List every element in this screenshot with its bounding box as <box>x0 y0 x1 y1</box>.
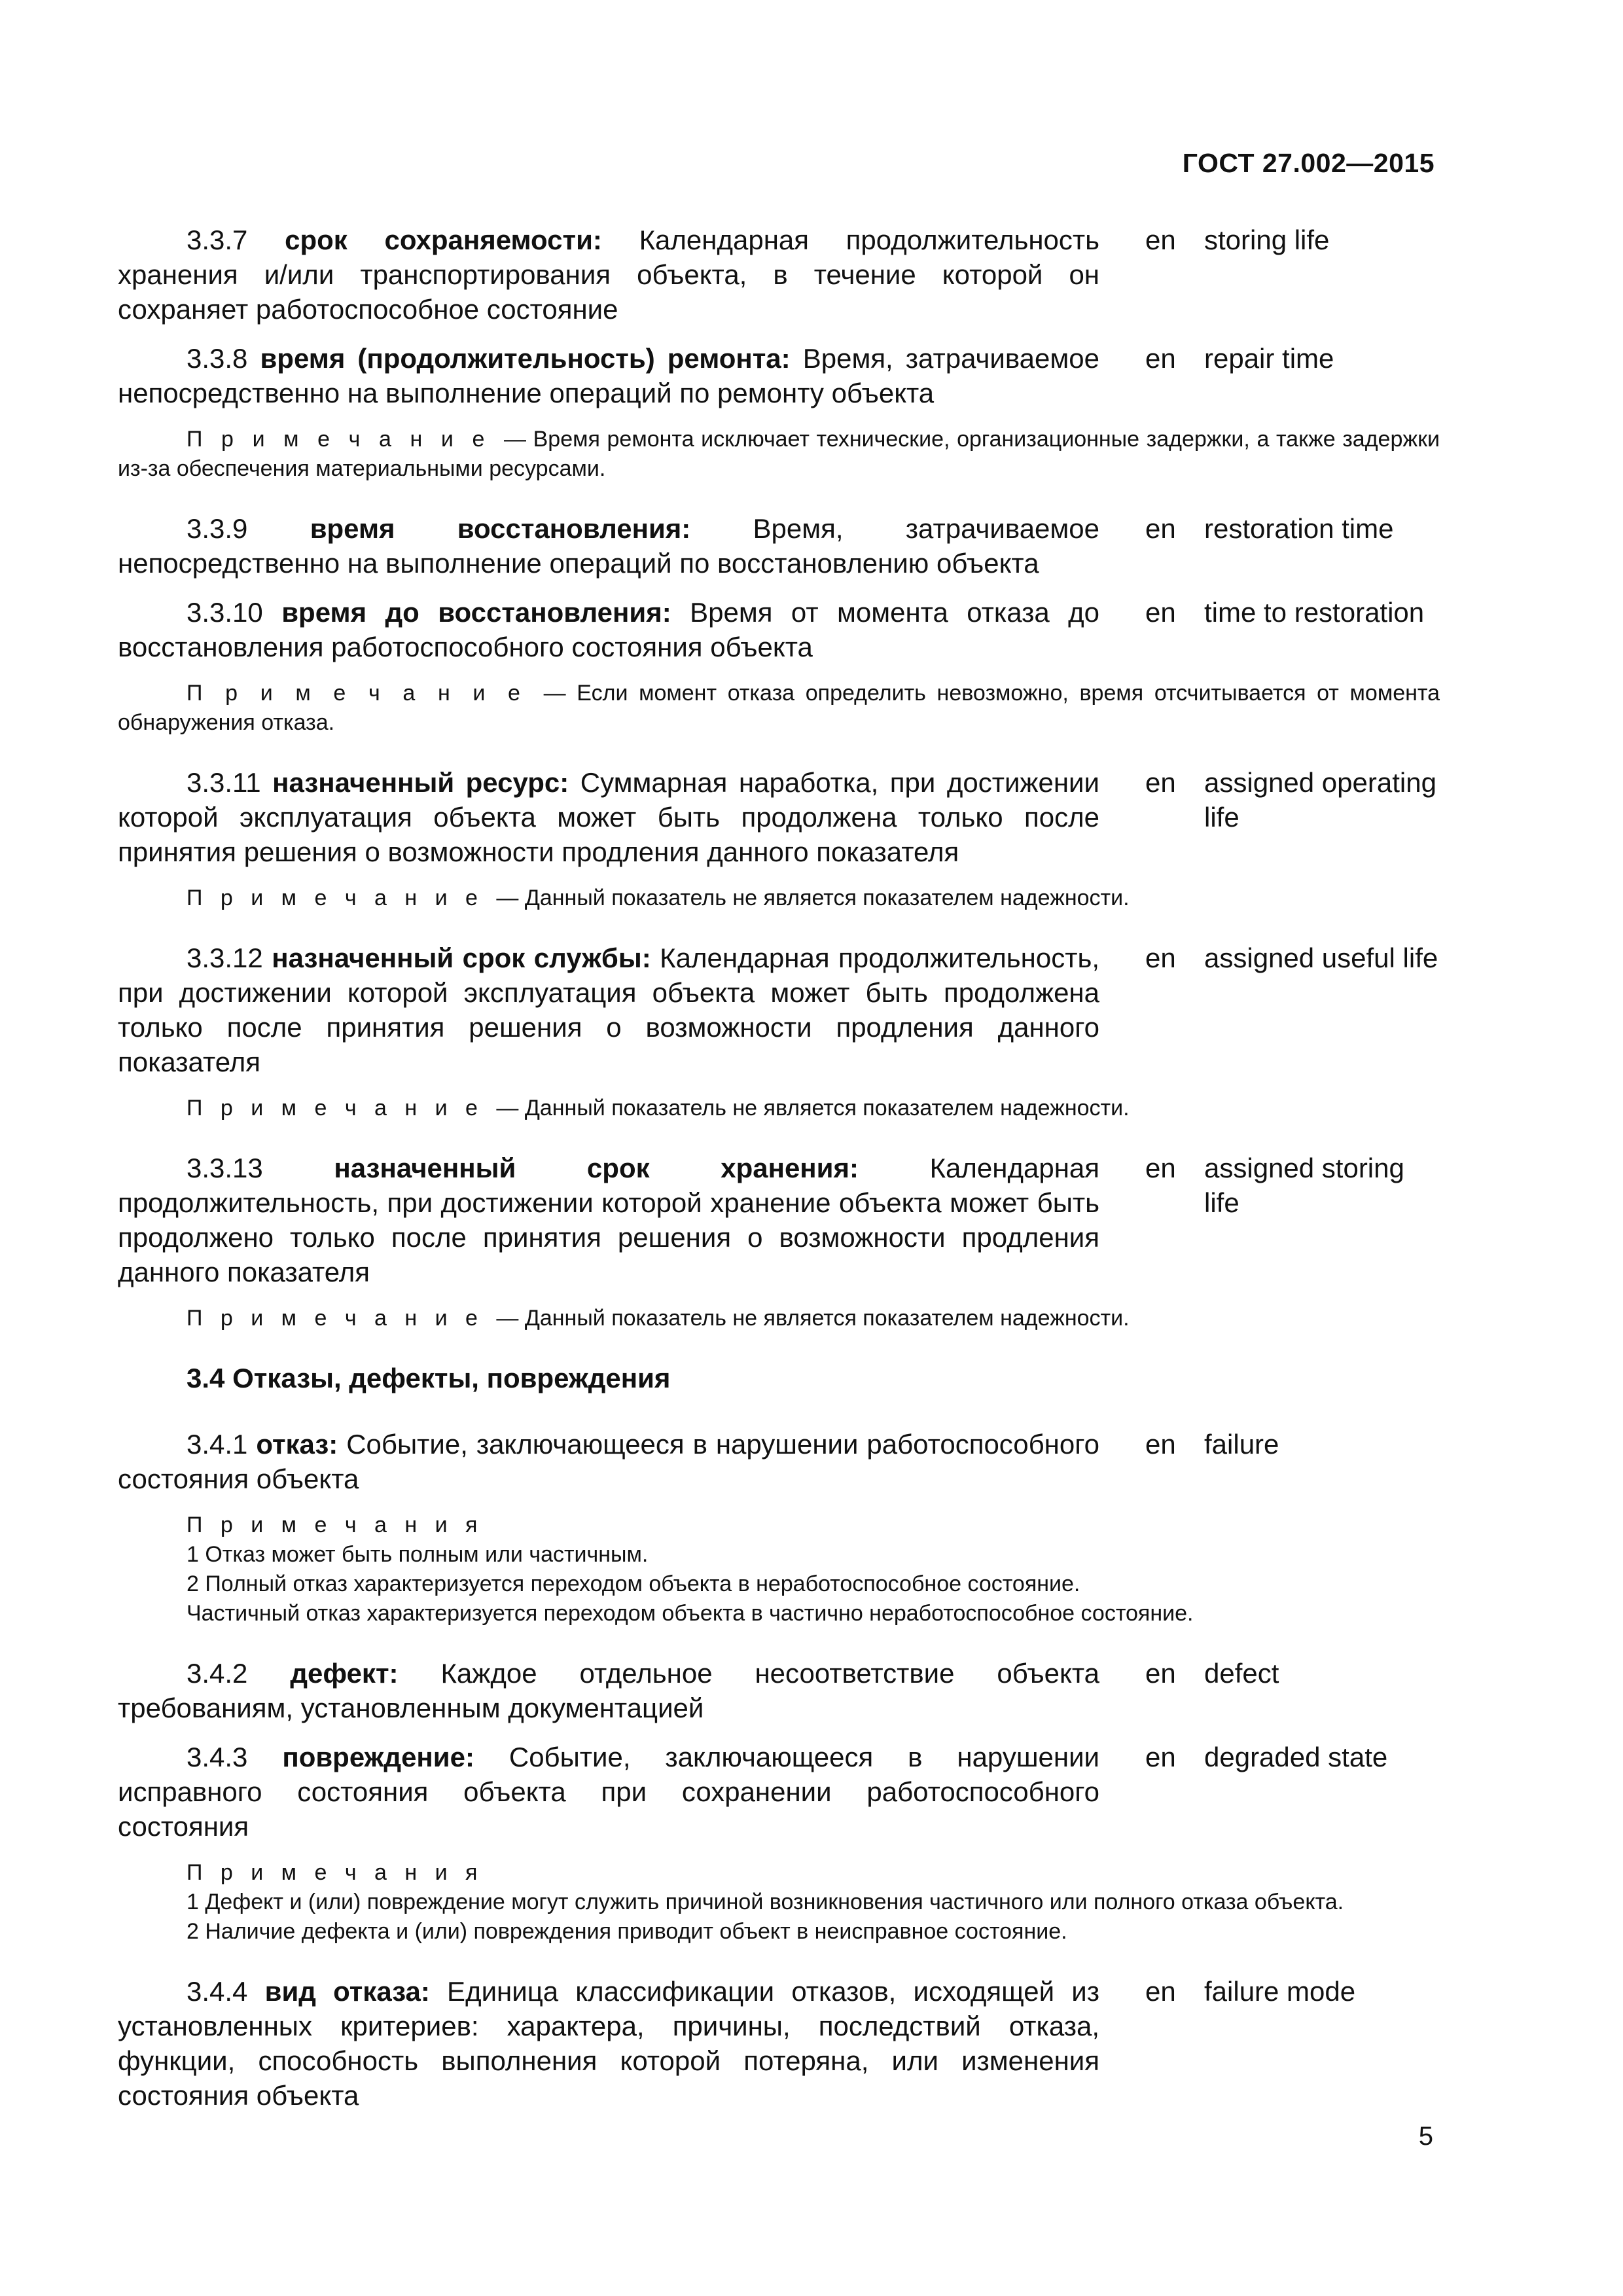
definition-text: Время от момента отказа до восстановления работоспособного состояния объекта <box>118 597 1099 662</box>
english-equivalent: restoration time <box>1204 513 1394 544</box>
term-number: 3.4.2 <box>187 1658 248 1689</box>
note-text: — Данный показатель не является показателем надежности. <box>490 1096 1130 1121</box>
term-name: назначенный ресурс: <box>272 767 569 798</box>
term-entry <box>118 765 1440 869</box>
note-label: П р и м е ч а н и е <box>187 886 484 910</box>
term-definition <box>118 1656 1099 1725</box>
term-number: 3.3.10 <box>187 597 263 628</box>
note-text: — Если момент отказа определить невозможно, время отсчитывается от момента обнаружения отказа. <box>118 681 1440 735</box>
term-name: повреждение: <box>282 1742 474 1772</box>
definition-text: Время, затрачиваемое непосредственно на выполнение операций по ремонту объекта <box>118 343 1099 408</box>
term-entry <box>118 1151 1440 1289</box>
definition-text: Событие, заключающееся в нарушении работоспособного состояния объекта <box>118 1429 1099 1494</box>
term-entry <box>118 595 1440 664</box>
term-number: 3.4.3 <box>187 1742 248 1772</box>
term-definition <box>118 1740 1099 1844</box>
english-equivalent: failure <box>1204 1429 1279 1460</box>
term-definition <box>118 595 1099 664</box>
term-definition <box>118 941 1099 1079</box>
term-number: 3.4.1 <box>187 1429 248 1460</box>
term-name: время (продолжительность) ремонта: <box>260 343 791 374</box>
term-number: 3.3.12 <box>187 942 263 973</box>
note-text: — Данный показатель не является показателем надежности. <box>490 886 1130 910</box>
note-item: 1 Дефект и (или) повреждение могут служить причиной возникновения частичного или полного отказа объекта. <box>187 1890 1344 1914</box>
term-number: 3.3.13 <box>187 1153 263 1183</box>
document-body <box>118 223 1440 2127</box>
term-note <box>118 425 1440 484</box>
lang-code: en <box>1145 343 1176 374</box>
term-definition <box>118 223 1099 327</box>
note-text: — Данный показатель не является показателем надежности. <box>490 1306 1130 1331</box>
term-definition <box>118 1974 1099 2113</box>
term-number: 3.3.9 <box>187 513 248 544</box>
lang-code: en <box>1145 767 1176 798</box>
lang-code: en <box>1145 224 1176 255</box>
term-name: время восстановления: <box>310 513 691 544</box>
english-equivalent: storing life <box>1204 224 1330 255</box>
term-notes <box>118 1511 1440 1628</box>
english-equivalent: time to restoration <box>1204 597 1425 628</box>
lang-code: en <box>1145 1742 1176 1772</box>
term-notes <box>118 1858 1440 1946</box>
lang-code: en <box>1145 1429 1176 1460</box>
note-label: П р и м е ч а н и е <box>187 681 526 706</box>
note-text: — Время ремонта исключает технические, организационные задержки, а также задержки из-за обеспечения материальными ресурсами. <box>118 427 1440 481</box>
term-name: срок сохраняемости: <box>285 224 602 255</box>
term-entry <box>118 1974 1440 2113</box>
section-number: 3.4 <box>187 1363 225 1393</box>
lang-code: en <box>1145 597 1176 628</box>
term-name: время до восстановления: <box>281 597 671 628</box>
section-name: Отказы, дефекты, повреждения <box>232 1363 671 1393</box>
term-entry <box>118 941 1440 1079</box>
lang-code: en <box>1145 513 1176 544</box>
english-equivalent: degraded state <box>1204 1742 1388 1772</box>
definition-text: Календарная продолжительность хранения и/или транспортирования объекта, в течение которой он сохраняет работоспособное состояние <box>118 224 1100 325</box>
term-note <box>118 1304 1440 1333</box>
definition-text: Событие, заключающееся в нарушении исправного состояния объекта при сохранении работоспособного состояния <box>118 1742 1099 1842</box>
note-item: 2 Наличие дефекта и (или) повреждения приводит объект в неисправное состояние. <box>187 1919 1067 1944</box>
note-label: П р и м е ч а н и е <box>187 427 491 452</box>
document-id: ГОСТ 27.002—2015 <box>1182 148 1435 178</box>
notes-label: П р и м е ч а н и я <box>187 1513 484 1537</box>
term-entry <box>118 511 1440 581</box>
term-number: 3.3.11 <box>187 767 261 798</box>
english-equivalent: assigned operating life <box>1204 767 1436 833</box>
note-item: 2 Полный отказ характеризуется переходом объекта в неработоспособное состояние. <box>187 1571 1080 1596</box>
section-title <box>118 1361 1440 1395</box>
lang-code: en <box>1145 1658 1176 1689</box>
term-entry <box>118 341 1440 410</box>
term-number: 3.3.8 <box>187 343 248 374</box>
term-entry <box>118 1656 1440 1725</box>
term-name: дефект: <box>290 1658 399 1689</box>
term-note <box>118 884 1440 913</box>
definition-text: Календарная продолжительность, при достижении которой эксплуатация объекта может быть продолжена только после принятия решения о возможности продления данного показателя <box>118 942 1100 1077</box>
english-equivalent: failure mode <box>1204 1976 1356 2007</box>
term-entry <box>118 1427 1440 1496</box>
term-name: назначенный срок службы: <box>272 942 651 973</box>
definition-text: Суммарная наработка, при достижении которой эксплуатация объекта может быть продолжена только после принятия решения о возможности продления данного показателя <box>118 767 1099 867</box>
term-definition <box>118 511 1099 581</box>
term-definition <box>118 765 1099 869</box>
notes-label: П р и м е ч а н и я <box>187 1860 484 1885</box>
term-number: 3.3.7 <box>187 224 248 255</box>
definition-text: Единица классификации отказов, исходящей из установленных критериев: характера, причины, последствий отказа, функции, способность выполнения которой потеряна, или изменения состояния объекта <box>118 1976 1099 2111</box>
note-item: Частичный отказ характеризуется переходом объекта в частично неработоспособное состояние. <box>187 1601 1194 1626</box>
definition-text: Календарная продолжительность, при достижении которой хранение объекта может быть продолжено только после принятия решения о возможности продления данного показателя <box>118 1153 1099 1287</box>
term-note <box>118 679 1440 738</box>
term-entry <box>118 1740 1440 1844</box>
term-name: отказ: <box>256 1429 338 1460</box>
english-equivalent: repair time <box>1204 343 1334 374</box>
note-label: П р и м е ч а н и е <box>187 1096 484 1121</box>
definition-text: Время, затрачиваемое непосредственно на выполнение операций по восстановлению объекта <box>118 513 1099 579</box>
term-definition <box>118 1151 1099 1289</box>
term-definition <box>118 341 1099 410</box>
term-definition <box>118 1427 1099 1496</box>
lang-code: en <box>1145 1976 1176 2007</box>
note-item: 1 Отказ может быть полным или частичным. <box>187 1542 649 1567</box>
english-equivalent: assigned useful life <box>1204 942 1438 973</box>
term-entry <box>118 223 1440 327</box>
definition-text: Каждое отдельное несоответствие объекта требованиям, установленным документацией <box>118 1658 1099 1723</box>
term-number: 3.4.4 <box>187 1976 248 2007</box>
lang-code: en <box>1145 1153 1176 1183</box>
term-name: вид отказа: <box>264 1976 430 2007</box>
english-equivalent: defect <box>1204 1658 1279 1689</box>
english-equivalent: assigned storing life <box>1204 1153 1404 1218</box>
page-number: 5 <box>1418 2122 1433 2151</box>
term-name: назначенный срок хранения: <box>334 1153 859 1183</box>
note-label: П р и м е ч а н и е <box>187 1306 484 1331</box>
lang-code: en <box>1145 942 1176 973</box>
term-note <box>118 1094 1440 1123</box>
